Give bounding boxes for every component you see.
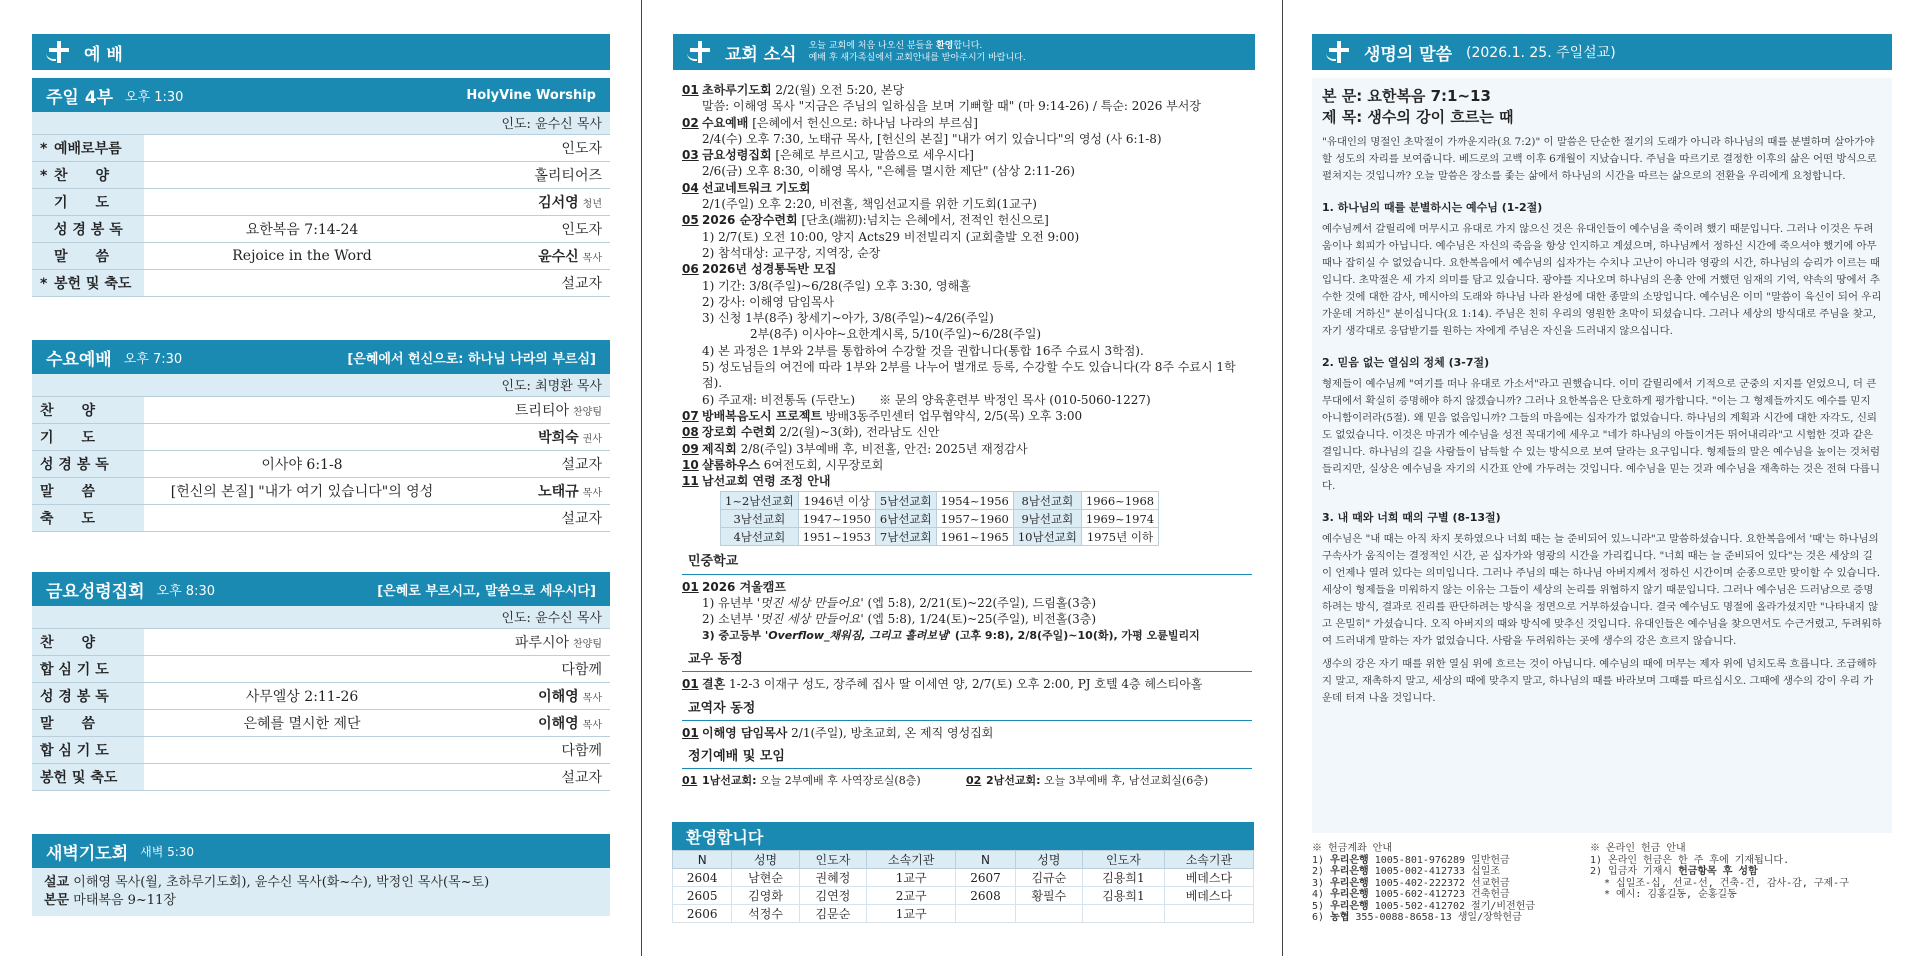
order-label: 말 씀 [32,709,144,736]
order-row [32,269,610,296]
order-label: 기 도 [32,188,144,215]
order-label: 축 도 [32,504,144,531]
sermon-paragraph: 예수님은 "내 때는 아직 차지 못하였으나 너희 때는 늘 준비되어 있느니라"고 말씀하셨습니다. 요한복음에서 '때'는 하나님의 구속사가 움직이는 결정적인 시간, 곧 십자가와 영광의 시간을 가리킵니다. "너희 때는 늘 준비되어 있다"는 것은 세상의 길이 언제나 열려 있다는 의미입니다. 그러나 주님의 때는 하나님 아버지께서 정하신 시간이며 순종으로만 맞이할 수 있습니다. 세상이 형제들을 미워하지 않는 이유는 그들이 세상의 논리를 위협하지 않기 때문입니다. 그러나 예수님은 드러남으로 증명하려는 방식, 결과로 진리를 판단하려는 방식을 정면으로 거부하셨습니다. 결국 예수님도 명절에 올라가셨지만 "나타내지 않고 은밀히" 가셨습니다. 오직 아버지의 때와 방식에 맞추신 것입니다. 유대인들은 예수님을 찾으면서도 수근거렸고, 두려워하여 드러내게 말하는 자가 없었습니다. 사람을 두려워하는 곳에 생수의 강은 흐르지 않습니다. [1322,533,1882,647]
order-person: 다함께 [460,655,610,682]
account-line: 2) 우리은행 1005-002-412733 십일조 [1312,866,1501,877]
online-offering-heading: ※ 온라인 헌금 안내 [1590,843,1686,854]
table-cell [1015,905,1082,923]
cross-icon [1326,39,1352,65]
news-detail: 2) 참석대상: 교구장, 지역장, 순장 [702,245,881,260]
column-header: N [673,851,732,869]
friday-bar [32,572,610,606]
worship-title: 예 배 [84,44,123,65]
table-cell: 1961~1965 [936,528,1013,546]
cross-icon [46,39,72,65]
wednesday-title: 수요예배 [46,349,112,370]
order-label: 성 경 봉 독 [32,682,144,709]
school-heading: 민중학교 [682,546,1252,574]
order-person: 박희숙 권사 [460,423,610,450]
news-item: 11 남선교회 연령 조정 안내 [682,474,831,489]
online-offering-note: * 예시: 김홍길동, 순홍길동 [1604,889,1737,900]
news-item: 01 초하루기도회 2/2(월) 오전 5:20, 본당 [682,83,905,97]
order-row [32,161,610,188]
table-cell: 1947~1950 [798,510,875,528]
order-content [144,423,460,450]
news-item: 06 2026년 성경통독반 모집 [682,262,837,277]
news-detail: 2/1(주일) 오후 2:20, 비전홀, 책임선교지를 위한 기도회(1교구) [702,197,1037,212]
table-cell: 1~2남선교회 [721,492,799,510]
table-cell [1164,905,1253,923]
sermon-point-heading: 2. 믿음 없는 열심의 정체 (3-7절) [1322,356,1490,369]
order-content: 요한복음 7:14-24 [144,215,460,242]
dawn-preacher-label: 설교 [44,875,70,890]
order-row [32,215,610,242]
table-cell: 김용희1 [1083,887,1165,905]
news-item: 03 금요성령집회 [은혜로 부르시고, 말씀으로 세우시다] [682,148,974,163]
table-cell: 베데스다 [1164,887,1253,905]
sermon-point-heading: 1. 하나님의 때를 분별하시는 예수님 (1-2절) [1322,201,1543,214]
order-row [32,396,610,423]
table-cell [956,905,1015,923]
news-item: 10 샬롬하우스 6여전도회, 시무장로회 [682,457,884,472]
table-cell: 김문순 [799,905,866,923]
table-cell: 2606 [673,905,732,923]
news-item: 04 선교네트워크 기도회 [682,180,811,195]
welcome-bar: 환영합니다 [672,822,1254,850]
mission-age-table [720,491,1159,546]
offering-accounts [1312,843,1535,924]
order-content: 사무엘상 2:11-26 [144,682,460,709]
order-person: 파루시아 찬양팀 [460,628,610,655]
column-header: 성명 [1015,851,1082,869]
order-content: Rejoice in the Word [144,242,460,269]
order-row [32,242,610,269]
ministers-heading: 교역자 동정 [682,693,1252,721]
table-cell: 김용희1 [1083,869,1165,887]
order-content: [헌신의 본질] "내가 여기 있습니다"의 영성 [144,477,460,504]
service-leader-row [32,606,610,628]
news-welcome-note: 오늘 교회에 처음 나오신 분들을 환영합니다. 예배 후 새가족실에서 교회안내를 받아주시기 바랍니다. [808,41,1026,63]
news-detail: 2) 소년부 '멋진 세상 만들어요' (엡 5:8), 1/24(토)~25(주일), 비전홀(3층) [702,612,1096,627]
table-cell: 2교구 [867,887,956,905]
news-item: 08 장로회 수련회 2/2(월)~3(화), 전라남도 신안 [682,425,940,440]
news-detail: 1) 기간: 3/8(주일)~6/28(주일) 오후 3:30, 영해홀 [702,278,971,293]
order-person: 노태규 목사 [460,477,610,504]
table-cell: 5남선교회 [875,492,936,510]
dawn-bar [32,834,610,868]
table-row [721,510,1159,528]
sermon-header-title: 생명의 말씀 [1364,44,1453,65]
account-line: 6) 농협 355-0088-8658-13 생일/장학헌금 [1312,912,1522,923]
friday-title: 금요성령집회 [46,581,145,602]
dawn-text: 마태복음 9~11장 [73,893,176,908]
wednesday-time: 오후 7:30 [123,351,183,367]
news-item: 01 1남선교회: 오늘 2부예배 후 사역장로실(8층) 02 2남선교회: 오늘 3부예배 후, 남선교회실(6층) [682,774,1209,788]
table-cell [1083,905,1165,923]
table-cell: 2607 [956,869,1015,887]
news-detail: 3) 신청 1부(8주) 창세기~아가, 3/8(주일)~4/26(주일) [702,311,994,326]
order-label: 기 도 [32,423,144,450]
order-person: 김서영 청년 [460,188,610,215]
order-person: 설교자 [460,450,610,477]
table-cell: 2604 [673,869,732,887]
table-row [673,905,1254,923]
table-row [721,492,1159,510]
table-cell: 1966~1968 [1081,492,1158,510]
order-row [32,682,610,709]
order-content [144,134,460,161]
service-leader: 인도: 최명환 목사 [32,374,610,396]
table-cell: 9남선교회 [1013,510,1081,528]
order-label: * 봉헌 및 축도 [32,269,144,296]
table-cell: 4남선교회 [721,528,799,546]
order-person: 윤수신 목사 [460,242,610,269]
service-leader: 인도: 윤수신 목사 [32,112,610,134]
column-header: 소속기관 [1164,851,1253,869]
news-item: 05 2026 순장수련회 [단초(端初):넘치는 은혜에서, 전적인 헌신으로] [682,213,1049,228]
service-leader-row [32,112,610,134]
order-row [32,423,610,450]
order-row [32,763,610,790]
account-line: 1) 우리은행 1005-801-976289 일반헌금 [1312,854,1510,866]
account-line: 5) 우리은행 1005-502-412702 절기/비전헌금 [1312,900,1536,912]
account-line: 3) 우리은행 1005-402-222372 선교헌금 [1312,877,1510,889]
table-cell: 김영화 [732,887,799,905]
order-content: 은혜를 멸시한 제단 [144,709,460,736]
order-row [32,736,610,763]
news-detail: 3) 중고등부 'Overflow_채워짐, 그리고 흘려보냄' (고후 9:8), 2/8(주일)~10(화), 가평 오륜빌리지 [702,628,1200,642]
news-item: 01 결혼 1-2-3 이재구 성도, 장주혜 집사 딸 이세연 양, 2/7(토) 오후 2:00, PJ 호텔 4층 헤스티아홀 [682,677,1203,692]
account-line: 4) 우리은행 1005-602-412723 건축헌금 [1312,889,1510,900]
order-content [144,161,460,188]
order-person: 인도자 [460,215,610,242]
table-cell: 석정수 [732,905,799,923]
order-label: * 찬 양 [32,161,144,188]
online-offering-note: 2) 입금자 기재시 헌금항목 후 성함 [1590,866,1758,877]
table-cell: 7남선교회 [875,528,936,546]
order-row [32,655,610,682]
table-cell: 1946년 이상 [798,492,875,510]
order-label: 성 경 봉 독 [32,215,144,242]
news-list [682,82,1252,790]
news-item: 01 2026 겨울캠프 [682,579,786,594]
order-content: 이사야 6:1-8 [144,450,460,477]
news-detail: 5) 성도님들의 여건에 따라 1부와 2부를 나누어 별개로 등록, 수강할 수도 있습니다(각 8주 수료시 1학점). [702,360,1236,391]
wednesday-subtitle: [은혜에서 헌신으로: 하나님 나라의 부르심] [347,351,596,367]
table-cell: 황필수 [1015,887,1082,905]
news-detail: 2/6(금) 오후 8:30, 이해영 목사, "은혜를 멸시한 제단" (삼상 2:11-26) [702,164,1075,179]
order-person: 인도자 [460,134,610,161]
friday-subtitle: [은혜로 부르시고, 말씀으로 세우시다] [377,583,596,599]
news-detail: 2/4(수) 오후 7:30, 노태규 목사, [헌신의 본질] "내가 여기 있습니다"의 영성 (사 6:1-8) [702,131,1162,146]
order-person: 트리티아 찬양팀 [460,396,610,423]
order-content [144,504,460,531]
dawn-text-label: 본문 [44,893,70,908]
sermon-title: 제 목: 생수의 강이 흐르는 때 [1322,108,1514,126]
table-cell: 남현순 [732,869,799,887]
news-title: 교회 소식 [725,44,797,65]
order-label: 합 심 기 도 [32,655,144,682]
sermon-header [1312,34,1892,70]
column-header: 인도자 [799,851,866,869]
online-offering-note: 1) 온라인 헌금은 한 주 후에 기재됩니다. [1590,854,1790,866]
sunday-table [32,112,610,297]
sermon-body [1312,78,1892,833]
table-cell: 1교구 [867,869,956,887]
sermon-passage: 본 문: 요한복음 7:1~13 [1322,87,1491,105]
table-header-row [673,851,1254,869]
service-leader-row [32,374,610,396]
news-detail: 2) 강사: 이해영 담임목사 [702,294,835,309]
order-label: 말 씀 [32,477,144,504]
meetings-heading: 정기예배 및 모임 [682,741,1252,769]
table-row [721,528,1159,546]
news-item: 09 제직회 2/8(주일) 3부예배 후, 비전홀, 안건: 2025년 재정감사 [682,441,1028,456]
sunday-subtitle: HolyVine Worship [466,87,596,103]
welcome-table [672,850,1254,923]
table-cell: 권혜정 [799,869,866,887]
dawn-time: 새벽 5:30 [140,844,195,859]
order-content [144,655,460,682]
table-cell: 1969~1974 [1081,510,1158,528]
order-label: 찬 양 [32,396,144,423]
order-row [32,504,610,531]
table-row [673,869,1254,887]
sermon-paragraph: 형제들이 예수님께 "여기를 떠나 유대로 가소서"라고 권했습니다. 이미 갈릴리에서 기적으로 군중의 지지를 얻었으니, 더 큰 무대에서 확실히 증명해야 하지 않겠습니까? 그러나 요한복음은 단호하게 평가합니다. "이는 그 형제들까지도 예수를 믿지 아니함이러라(5절). 왜 믿음 없음입니까? 그들의 마음에는 십자가가 없었습니다. 하나님의 계획과 시간에 대한 자각도, 신뢰도 없었습니다. 이것은 마귀가 예수님을 성전 꼭대기에 세우고 "네가 하나님의 아들이거든 뛰어내리라"고 시험한 것과 같은 결입니다. 하나님의 길을 사람들이 납득할 수 있는 방식으로 보여 달라는 요구입니다. 형제들의 말은 예수님을 높이는 것처럼 들리지만, 실상은 예수님을 자기의 시간표 안에 가두려는 것입니다. 예수님을 믿는 것과 예수님을 재촉하는 것은 전혀 다릅니다. [1322,378,1881,492]
service-leader: 인도: 윤수신 목사 [32,606,610,628]
order-content [144,269,460,296]
sunday-title: 주일 4부 [46,87,114,108]
news-detail: 4) 본 과정은 1부와 2부를 통합하여 수강할 것을 권합니다(통합 16주 수료시 3학점). [702,343,1144,358]
news-header [673,34,1255,70]
order-content [144,628,460,655]
news-item: 01 이해영 담임목사 2/1(주일), 방초교회, 온 제직 영성집회 [682,725,994,740]
dawn-preachers: 이해영 목사(월, 초하루기도회), 윤수신 목사(화~수), 박정인 목사(목~토) [73,875,490,890]
sermon-conclusion: 생수의 강은 자기 때를 위한 열심 위에 흐르는 것이 아닙니다. 예수님의 때에 머무는 제자 위에 넘치도록 흐릅니다. 조급해하지 말고, 재촉하지 말고, 세상의 때에 맞추지 말고, 하나님의 때를 바라보며 그때를 따르십시오. 그때에 생수의 강이 우리 가운데 터져 나올 것입니다. [1322,658,1877,704]
order-label: 성 경 봉 독 [32,450,144,477]
dawn-title: 새벽기도회 [46,843,129,864]
column-header: 성명 [732,851,799,869]
online-offering-info [1590,843,1849,901]
table-cell: 6남선교회 [875,510,936,528]
news-detail: 6) 주교재: 비전통독 (두란노) ※ 문의 양육훈련부 박정인 목사 (010-5060-1227) [702,392,1151,407]
dawn-info [32,868,610,916]
order-row [32,134,610,161]
wednesday-table [32,374,610,532]
news-detail: 1) 유년부 '멋진 세상 만들어요' (엡 5:8), 2/21(토)~22(주일), 드림홀(3층) [702,596,1096,611]
order-person: 설교자 [460,763,610,790]
online-offering-note: * 십일조-십, 선교-선, 건축-건, 감사-감, 구제-구 [1604,877,1849,889]
table-cell: 1951~1953 [798,528,875,546]
sunday-time: 오후 1:30 [125,89,184,105]
order-content [144,763,460,790]
offering-accounts-heading: ※ 헌금계좌 안내 [1312,843,1393,854]
news-detail: 말씀: 이해영 목사 "지금은 주님의 일하심을 보며 기뻐할 때" (마 9:14-26) / 특순: 2026 부서장 [702,99,1201,114]
order-row [32,450,610,477]
worship-page [0,0,642,956]
table-cell: 3남선교회 [721,510,799,528]
order-person: 이해영 목사 [460,682,610,709]
order-label: 말 씀 [32,242,144,269]
sermon-intro: "유대인의 명절인 초막절이 가까운지라(요 7:2)" 이 말씀은 단순한 절기의 도래가 아니라 하나님의 때를 분별하며 살아가야 할 성도의 자리를 보여줍니다. 베드로의 고백 이후 6개월이 지났습니다. 주님을 따르기로 결정한 이후의 삶은 어떤 방식으로 펼쳐지는 것입니까? 오늘 말씀은 장소를 좇는 삶에서 하나님의 시간을 따르는 삶으로의 전환을 우리에게 요청합니다. [1322,136,1877,182]
column-header: 인도자 [1083,851,1165,869]
order-content [144,736,460,763]
order-label: * 예배로부름 [32,134,144,161]
table-cell: 김연정 [799,887,866,905]
order-person: 설교자 [460,504,610,531]
order-person: 다함께 [460,736,610,763]
table-cell: 10남선교회 [1013,528,1081,546]
order-label: 봉헌 및 축도 [32,763,144,790]
order-row [32,188,610,215]
cross-icon [687,39,713,65]
order-row [32,709,610,736]
order-person: 홀리티어즈 [460,161,610,188]
table-cell: 베데스다 [1164,869,1253,887]
order-label: 찬 양 [32,628,144,655]
table-row [673,887,1254,905]
table-cell: 2608 [956,887,1015,905]
wednesday-bar [32,340,610,374]
table-cell: 8남선교회 [1013,492,1081,510]
sunday-bar [32,78,610,112]
table-cell: 1교구 [867,905,956,923]
table-cell: 1975년 이하 [1081,528,1158,546]
table-cell: 김규순 [1015,869,1082,887]
members-heading: 교우 동정 [682,644,1252,672]
sermon-point-heading: 3. 내 때와 너희 때의 구별 (8-13절) [1322,511,1501,524]
news-detail: 1) 2/7(토) 오전 10:00, 양지 Acts29 비전빌리지 (교회출발 오전 9:00) [702,229,1080,244]
order-row [32,477,610,504]
column-header: 소속기관 [867,851,956,869]
table-cell: 1954~1956 [936,492,1013,510]
table-cell: 2605 [673,887,732,905]
table-cell: 1957~1960 [936,510,1013,528]
column-header: N [956,851,1015,869]
order-person: 설교자 [460,269,610,296]
news-detail: 2부(8주) 이사야~요한계시록, 5/10(주일)~6/28(주일) [750,327,1042,342]
friday-time: 오후 8:30 [156,583,215,599]
worship-header [32,34,610,70]
friday-table [32,606,610,791]
sermon-date: (2026.1. 25. 주일설교) [1466,45,1616,61]
order-row [32,628,610,655]
news-item: 02 수요예배 [은혜에서 헌신으로: 하나님 나라의 부르심] [682,115,978,130]
news-item: 07 방배복음도시 프로젝트 방배3동주민센터 업무협약식, 2/5(목) 오후 3:00 [682,408,1083,423]
order-person: 이해영 목사 [460,709,610,736]
order-content [144,396,460,423]
sermon-paragraph: 예수님께서 갈릴리에 머무시고 유대로 가지 않으신 것은 유대인들이 예수님을 죽이려 했기 때문입니다. 그러나 이것은 두려움이나 회피가 아닙니다. 예수님은 자신의 죽음을 항상 인지하고 계셨으며, 하나님께서 정하신 시간에 죽으셔야 했기에 아무 때나 잡히실 수 없었습니다. 요한복음에서 예수님의 십자가는 수치나 고난이 아니라 영광의 시간, 하나님의 승리가 이르는 때입니다. 초막절은 세 가지 의미를 담고 있습니다. 광야를 지나오며 하나님의 은총 안에 거했던 임재의 기억, 약속의 땅에서 추수한 것에 대한 감사, 메시아의 도래와 하나님 나라 완성에 대한 종말의 소망입니다. 예수님은 이미 "말씀이 육신이 되어 우리 가운데 거하신" 분이십니다(요 1:14). 주님은 친히 우리의 영원한 초막이 되셨습니다. 그러나 세상의 방식대로 주님을 찾고, 자기 생각대로 응답받기를 원하는 자에게 주님은 자신을 드러내지 않으십니다. [1322,223,1882,337]
order-content [144,188,460,215]
order-label: 합 심 기 도 [32,736,144,763]
